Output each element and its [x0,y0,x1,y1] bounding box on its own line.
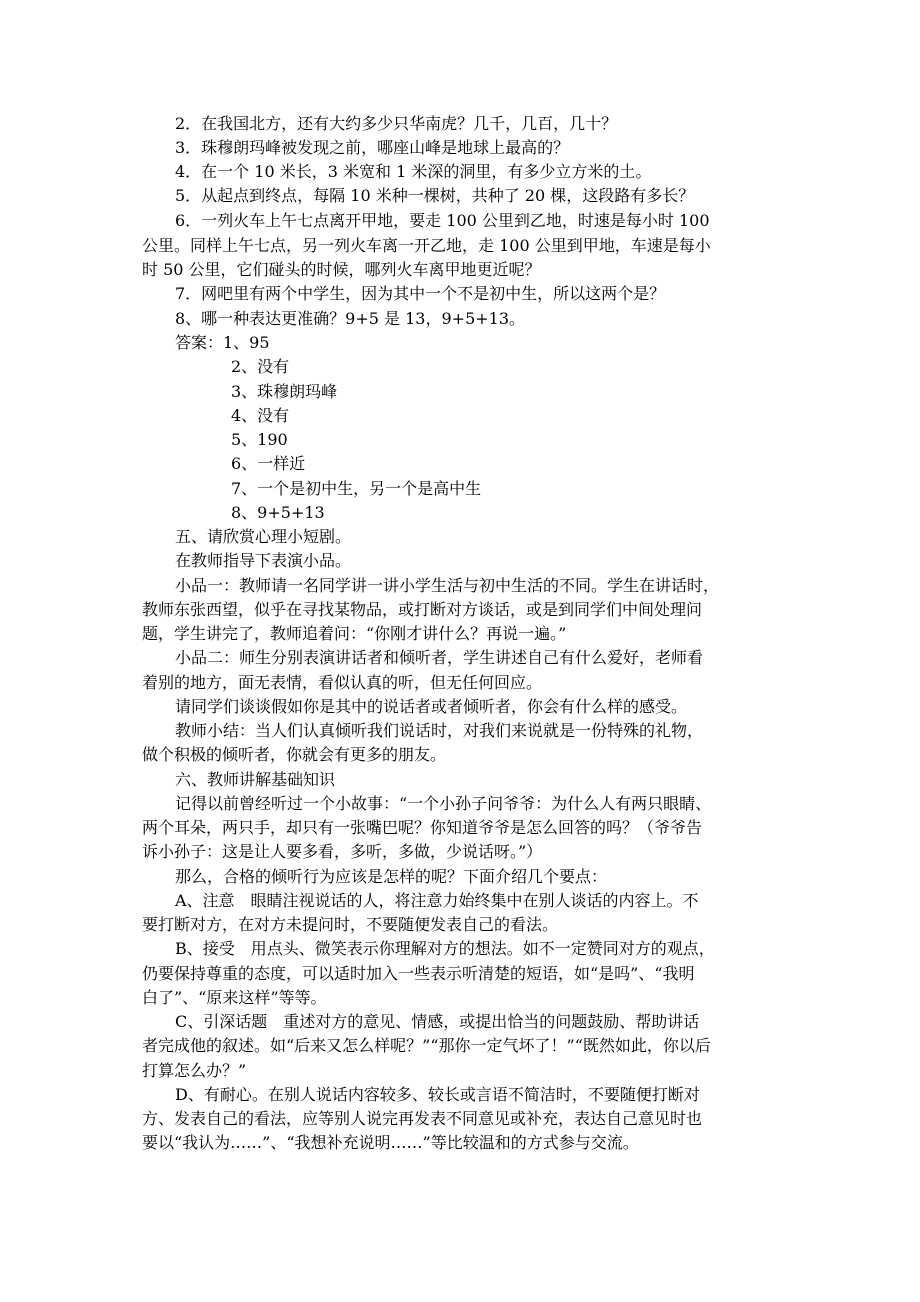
point-a-line-2: 要打断对方，在对方未提问时，不要随便发表自己的看法。 [142,915,559,934]
point-c-line-1: C、引深话题 重述对方的意见、情感，或提出恰当的问题鼓励、帮助讲话 [175,1012,700,1031]
question-4: 4．在一个 10 米长，3 米宽和 1 米深的洞里，有多少立方米的土。 [175,162,652,181]
answer-8: 8、9+5+13 [231,503,325,522]
question-7: 7．网吧里有两个中学生，因为其中一个不是初中生，所以这两个是？ [175,284,666,303]
discussion-prompt: 请同学们谈谈假如你是其中的说话者或者倾听者，你会有什么样的感受。 [175,697,688,716]
question-8: 8、哪一种表达更准确？9+5 是 13，9+5+13。 [175,309,526,328]
point-d-line-3: 要以“我认为……”、“我想补充说明……”等比较温和的方式参与交流。 [142,1133,639,1152]
skit-2-line-2: 着别的地方，面无表情，看似认真的听，但无任何回应。 [142,673,543,692]
skit-1-line-1: 小品一：教师请一名同学讲一讲小学生活与初中生活的不同。学生在讲话时， [175,576,720,595]
answer-5: 5、190 [231,430,288,449]
story-line-1: 记得以前曾经听过一个小故事：“一个小孙子问爷爷：为什么人有两只眼睛、 [175,794,712,813]
answer-4: 4、没有 [231,406,290,425]
answer-6: 6、一样近 [231,454,306,473]
story-line-2: 两个耳朵，两只手，却只有一张嘴巴呢？你知道爷爷是怎么回答的吗？（爷爷告 [142,818,703,837]
answer-3: 3、珠穆朗玛峰 [231,382,338,401]
question-2: 2．在我国北方，还有大约多少只华南虎？几千，几百，几十？ [175,114,618,133]
point-d-line-2: 方、发表自己的看法，应等别人说完再发表不同意见或补充，表达自己意见时也 [142,1109,703,1128]
teacher-summary-line-2: 做个积极的倾听者，你就会有更多的朋友。 [142,745,447,764]
answer-7: 7、一个是初中生，另一个是高中生 [231,479,482,498]
question-5: 5．从起点到终点，每隔 10 米种一棵树，共种了 20 棵，这段路有多长？ [175,186,695,205]
story-line-3: 诉小孙子：这是让人要多看，多听，多做，少说话呀。”） [142,842,543,861]
answers-label: 答案：1、95 [175,333,270,352]
section-5-intro: 在教师指导下表演小品。 [175,551,352,570]
skit-1-line-3: 题，学生讲完了，教师追着问：“你刚才讲什么？再说一遍。” [142,624,567,643]
teacher-summary-line-1: 教师小结：当人们认真倾听我们说话时，对我们来说就是一份特殊的礼物， [175,721,704,740]
point-d-line-1: D、有耐心。在别人说话内容较多、较长或言语不简洁时，不要随便打断对 [175,1085,700,1104]
skit-2-line-1: 小品二：师生分别表演讲话者和倾听者，学生讲述自己有什么爱好，老师看 [175,648,704,667]
section-5-title: 五、请欣赏心理小短剧。 [175,527,352,546]
question-6-line-3: 时 50 公里，它们碰头的时候，哪列火车离甲地更近呢？ [142,260,541,279]
point-b-line-3: 白了”、“原来这样”等等。 [142,988,327,1007]
point-b-line-2: 仍要保持尊重的态度，可以适时加入一些表示听清楚的短语，如“是吗”、“我明 [142,964,695,983]
question-6-line-2: 公里。同样上午七点，另一列火车离一开乙地，走 100 公里到甲地，车速是每小 [142,236,711,255]
section-6-title: 六、教师讲解基础知识 [175,770,336,789]
point-b-line-1: B、接受 用点头、微笑表示你理解对方的想法。如不一定赞同对方的观点， [175,939,715,958]
answer-2: 2、没有 [231,357,290,376]
point-a-line-1: A、注意 眼睛注视说话的人，将注意力始终集中在别人谈话的内容上。不 [175,891,699,910]
point-c-line-2: 者完成他的叙述。如“后来又怎么样呢？”“那你一定气坏了！”“既然如此，你以后 [142,1036,711,1055]
skit-1-line-2: 教师东张西望，似乎在寻找某物品，或打断对方谈话，或是到同学们中间处理问 [142,600,703,619]
points-lead: 那么，合格的倾听行为应该是怎样的呢？下面介绍几个要点： [175,867,608,886]
point-c-line-3: 打算怎么办？” [142,1061,247,1080]
question-6-line-1: 6．一列火车上午七点离开甲地，要走 100 公里到乙地，时速是每小时 100 [175,211,710,230]
question-3: 3．珠穆朗玛峰被发现之前，哪座山峰是地球上最高的？ [175,138,570,157]
